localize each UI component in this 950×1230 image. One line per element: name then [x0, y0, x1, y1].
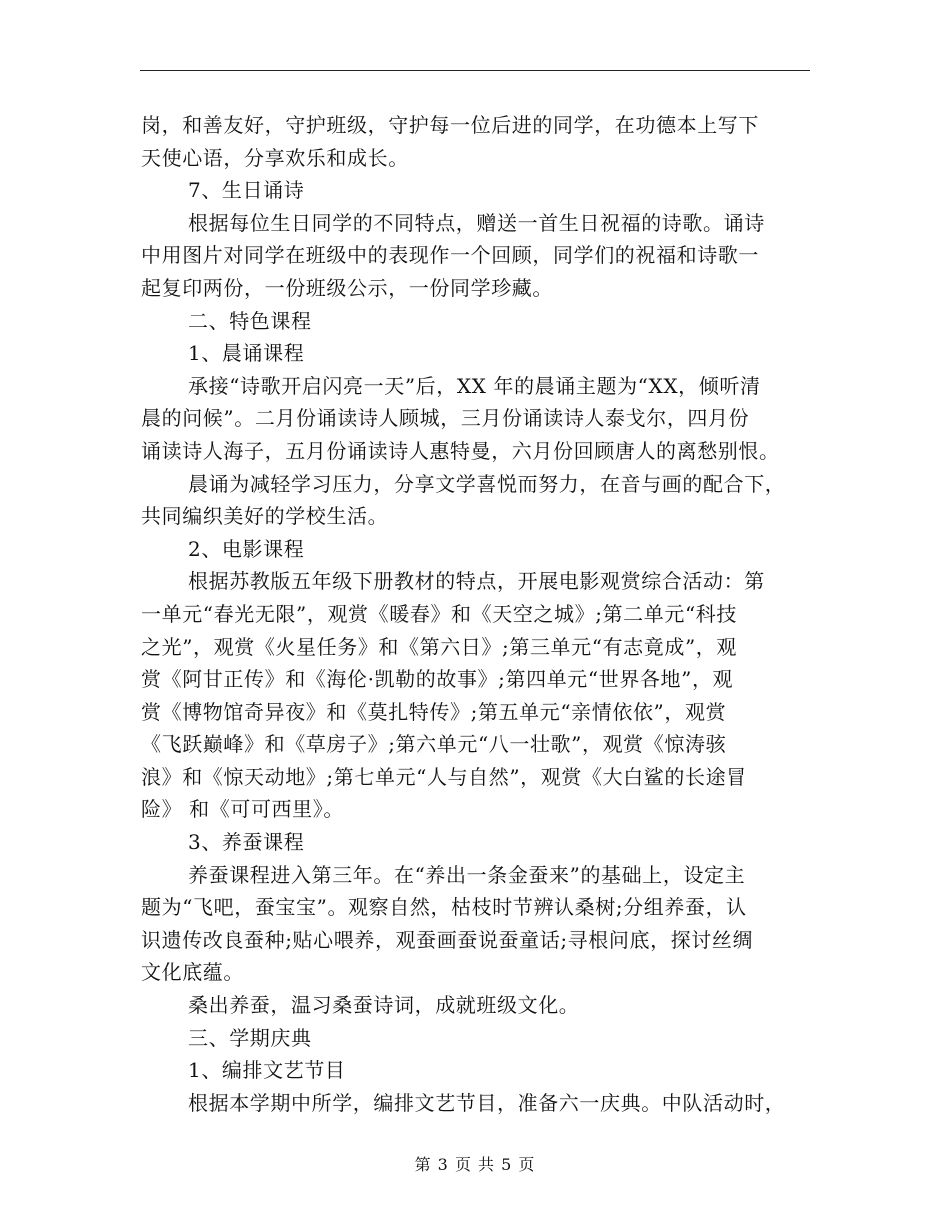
text-line: 晨诵为减轻学习压力，分享文学喜悦而努力，在音与画的配合下， [188, 471, 786, 496]
text-line: 晨的问候”。二月份诵读诗人顾城，三月份诵读诗人泰戈尔，四月份 [141, 406, 750, 431]
text-line: 养蚕课程进入第三年。在“养出一条金蚕来”的基础上，设定主 [188, 862, 746, 887]
text-line: 之光”，观赏《火星任务》和《第六日》;第三单元“有志竟成”，观 [141, 634, 738, 659]
page-number: 第 3 页 共 5 页 [414, 1155, 536, 1174]
text-line: 题为“飞吧，蚕宝宝”。观察自然，枯枝时节辨认桑树;分组养蚕，认 [141, 895, 747, 920]
text-line: 赏《阿甘正传》和《海伦·凯勒的故事》;第四单元“世界各地”，观 [141, 667, 734, 692]
text-line: 2、电影课程 [188, 536, 305, 561]
text-line: 二、特色课程 [188, 308, 312, 333]
text-line: 桑出养蚕，温习桑蚕诗词，成就班级文化。 [188, 993, 580, 1018]
text-line: 险》 和《可可西里》。 [141, 797, 344, 822]
header-rule [140, 70, 810, 71]
text-line: 文化底蕴。 [141, 960, 244, 985]
text-line: 1、晨诵课程 [188, 341, 305, 366]
text-line: 承接“诗歌开启闪亮一天”后，XX 年的晨诵主题为“XX，倾听清 [188, 373, 761, 398]
text-line: 根据每位生日同学的不同特点，赠送一首生日祝福的诗歌。诵诗 [188, 210, 765, 235]
text-line: 根据苏教版五年级下册教材的特点，开展电影观赏综合活动：第 [188, 569, 765, 594]
document-body [141, 109, 811, 1119]
text-line: 赏《博物馆奇异夜》和《莫扎特传》;第五单元“亲情依依”，观赏 [141, 699, 727, 724]
text-line: 一单元“春光无限”，观赏《暖春》和《天空之城》;第二单元“科技 [141, 601, 738, 626]
text-line: 浪》和《惊天动地》;第七单元“人与自然”，观赏《大白鲨的长途冒 [141, 764, 747, 789]
text-line: 7、生日诵诗 [188, 178, 305, 203]
text-line: 天使心语，分享欢乐和成长。 [141, 145, 409, 170]
text-line: 起复印两份，一份班级公示，一份同学珍藏。 [141, 275, 553, 300]
text-line: 1、编排文艺节目 [188, 1058, 346, 1083]
text-line: 三、学期庆典 [188, 1025, 312, 1050]
text-line: 中用图片对同学在班级中的表现作一个回顾，同学们的祝福和诗歌一 [141, 243, 759, 268]
text-line: 共同编织美好的学校生活。 [141, 504, 389, 529]
text-line: 岗，和善友好，守护班级，守护每一位后进的同学，在功德本上写下 [141, 113, 759, 137]
text-line: 3、养蚕课程 [188, 830, 305, 855]
text-line: 根据本学期中所学，编排文艺节目，准备六一庆典。中队活动时， [188, 1090, 786, 1115]
text-line: 《飞跃巅峰》和《草房子》;第六单元“八一壮歌”，观赏《惊涛骇 [141, 732, 727, 757]
text-line: 诵读诗人海子，五月份诵读诗人惠特曼，六月份回顾唐人的离愁别恨。 [141, 438, 780, 463]
text-line: 识遗传改良蚕种;贴心喂养，观蚕画蚕说蚕童话;寻根问底，探讨丝绸 [141, 927, 754, 952]
